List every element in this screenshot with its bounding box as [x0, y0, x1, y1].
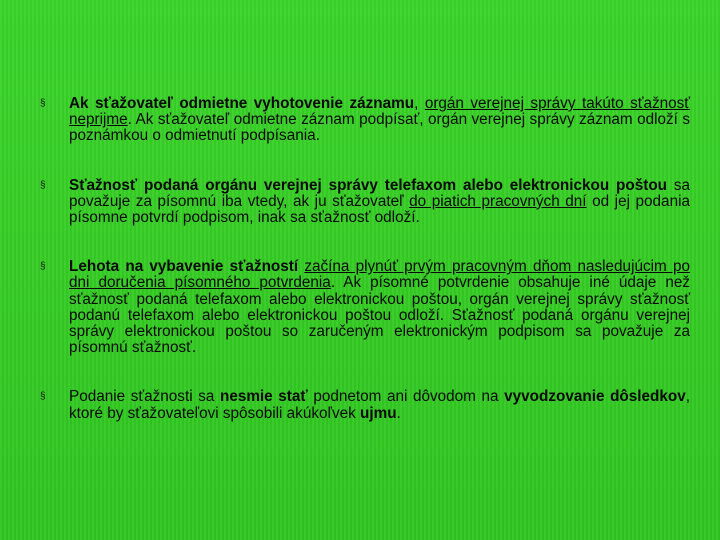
- bullet-item-1: [40, 96, 690, 145]
- bullet-2-text-2: sa považuje za písomnú iba vtedy, ak ju sťažovateľ: [69, 176, 690, 210]
- bullet-list: [40, 96, 690, 422]
- bullet-item-2: [40, 178, 690, 227]
- bullet-2-text-3: do piatich pracovných dní: [409, 192, 587, 210]
- bullet-4-text-6: ujmu: [360, 404, 397, 422]
- bullet-3-text-1: Lehota na vybavenie sťažností: [69, 258, 305, 276]
- bullet-marker-icon: §: [40, 261, 46, 273]
- bullet-3-text-3: . Ak písomné potvrdenie obsahuje iné údaje než sťažnosť podaná telefaxom alebo elektronickou poštou, orgán verejnej správy sťažnosť podanú telefaxom alebo elektronickou poštou odloží. Sťažnosť podaná orgánu verejnej správy elektronickou poštou so zaručeným elektronickým podpisom sa považuje za písomnú sťažnosť.: [69, 274, 690, 357]
- bullet-2-text-4: od jej podania písomne potvrdí podpisom, inak sa sťažnosť odloží.: [69, 192, 690, 227]
- bullet-marker-icon: §: [40, 391, 46, 403]
- bullet-marker-icon: §: [40, 179, 46, 191]
- bullet-1-text-4: . Ak sťažovateľ odmietne záznam podpísať, orgán verejnej správy záznam odloží s poznámkou o odmietnutí podpísania.: [69, 111, 690, 145]
- bullet-4-text-4: vyvodzovanie dôsledkov: [504, 388, 686, 406]
- bullet-4-text-5: , ktoré by sťažovateľovi spôsobili akúkoľvek: [69, 388, 690, 422]
- bullet-2-text-1: Sťažnosť podaná orgánu verejnej správy telefaxom alebo elektronickou poštou: [69, 176, 668, 194]
- bullet-4-text-3: podnetom ani dôvodom na: [307, 388, 505, 406]
- bullet-item-3: [40, 259, 690, 356]
- bullet-1-text-3: orgán verejnej správy takúto sťažnosť neprijme: [69, 95, 691, 129]
- bullet-4-text-1: Podanie sťažnosti sa: [69, 388, 220, 406]
- bullet-3-text-2: začína plynúť prvým pracovným dňom nasledujúcim po dni doručenia písomného potvrdenia: [69, 258, 690, 292]
- bullet-4-text-7: .: [396, 404, 401, 422]
- bullet-item-4: [40, 389, 690, 421]
- bullet-1-text-1: Ak sťažovateľ odmietne vyhotovenie záznamu: [69, 95, 415, 112]
- bullet-1-text-2: ,: [414, 95, 425, 112]
- bullet-marker-icon: §: [40, 98, 46, 109]
- bullet-4-text-2: nesmie stať: [219, 388, 308, 406]
